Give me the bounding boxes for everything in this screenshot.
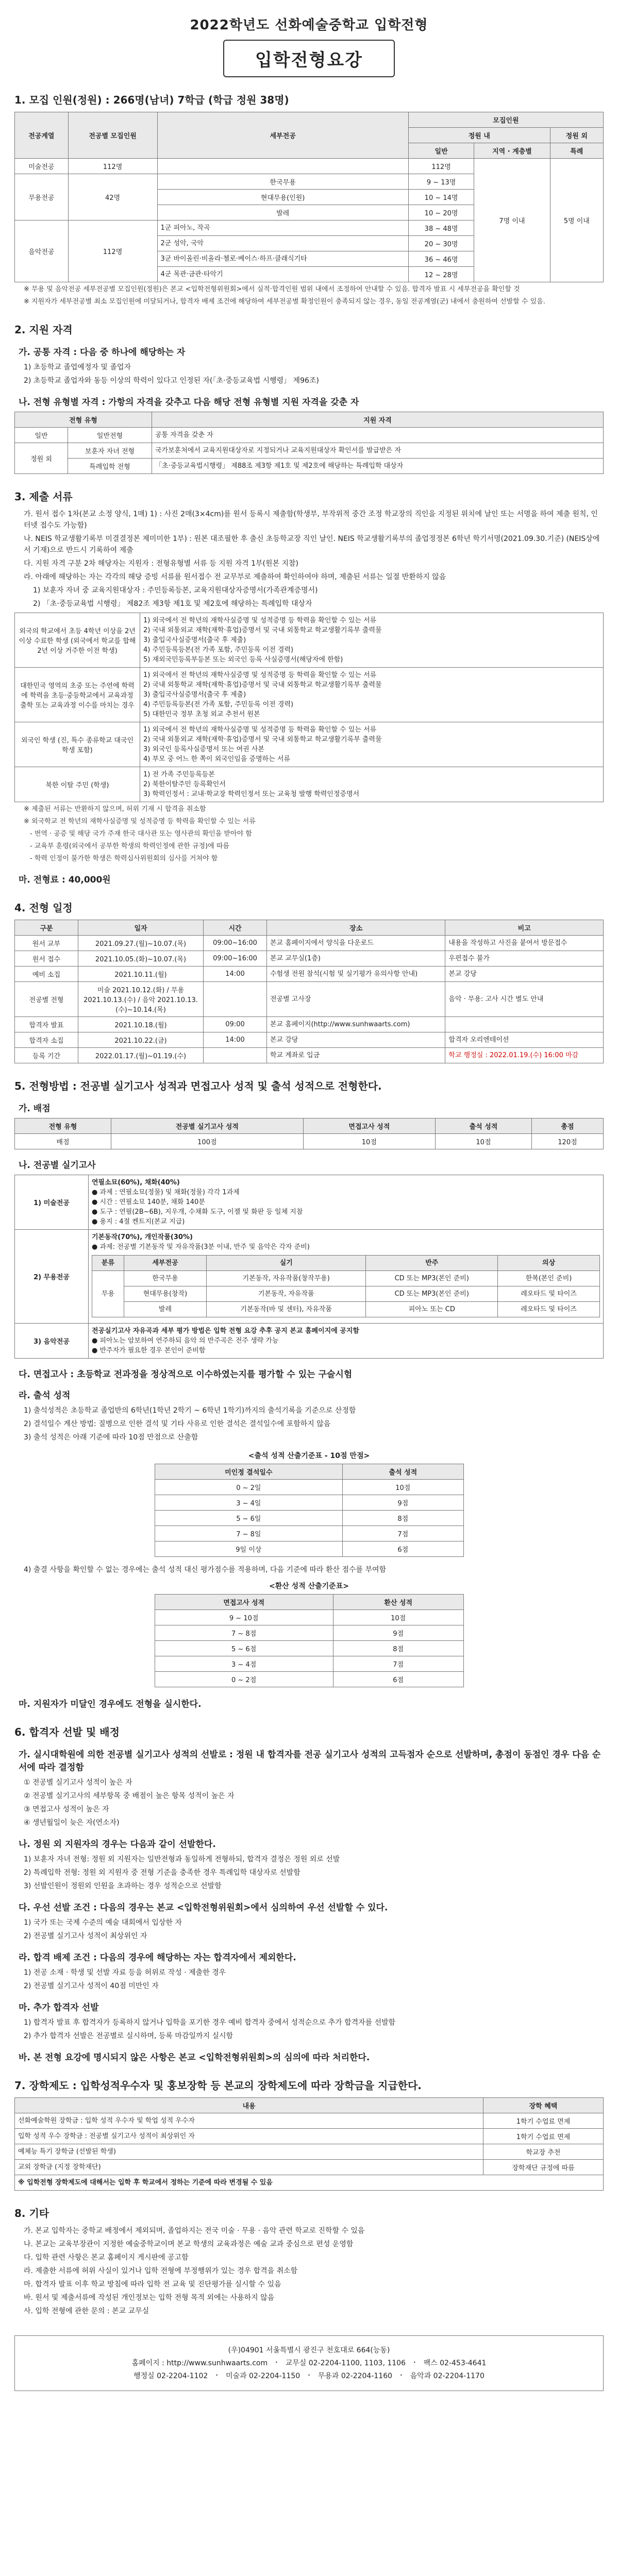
attendance-table: 미인정 결석일수 출석 성적 0 ~ 2일 10점 3 ~ 4일 9점 5 ~ 6일 8점 7 ~ 8일 7점 9일 이상 6점 bbox=[155, 1464, 464, 1557]
phone: 교무실 02-2204-1100, 1103, 1106 bbox=[285, 2359, 406, 2367]
table-row: 미술전공 112명 112명 7명 이내 5명 이내 bbox=[15, 159, 604, 174]
table-row: 발레 기본동작(바 및 센터), 자유작품 피아노 또는 CD 레오타드 및 타이즈 bbox=[92, 1302, 600, 1317]
table-row: 특례입학 전형 「초·중등교육법시행령」 제88조 제3항 제1호 및 제2호에 해당하는 특례입학 대상자 bbox=[15, 459, 604, 474]
table-row: 음악전공 112명 1군 피아노, 작곡 38 ~ 48명 bbox=[15, 221, 604, 236]
col-header: 지원 자격 bbox=[152, 412, 604, 428]
section-title: 6. 합격자 선발 및 배정 bbox=[14, 1726, 120, 1738]
table-row: 일반 일반전형 공통 자격을 갖춘 자 bbox=[15, 428, 604, 443]
school-title: 2022학년도 선화예술중학교 입학전형 bbox=[190, 18, 428, 33]
contact-footer bbox=[14, 2335, 604, 2391]
col-header: 지역 · 계층별 bbox=[474, 143, 550, 159]
quota-note: ※ 무용 및 음악전공 세부전공별 모집인원(정원)은 본교 <입학전형위원회>에서 실적·합격인원 범위 내에서 조정하여 안내할 수 있음. 합격자 발표 시 세부전공을 확인할 것 bbox=[24, 285, 520, 293]
table-row: 정원 외 보훈자 자녀 전형 국가보훈처에서 교육지원대상자로 지정되거나 교육지원대상자 확인서를 발급받은 자 bbox=[15, 443, 604, 459]
table-row: 원서 교부 2021.09.27.(월)~10.07.(목) 09:00~16:00 본교 홈페이지에서 양식을 다운로드 내용을 작성하고 사진을 붙여서 방문접수 bbox=[15, 936, 604, 951]
col-header: 세부전공 bbox=[157, 112, 408, 159]
table-row: 4군 목관·금관·타악기 12 ~ 28명 bbox=[15, 267, 604, 282]
table-row: 북한 이탈 주민 (학생) 1) 전 가족 주민등록등본 2) 북한이탈주민 등록확인서 3) 학력인정서 : 교내·학교장 학력인정서 또는 교육청 발행 학력인정증명서 bbox=[15, 767, 604, 802]
table-row: 3) 음악전공 전공실기고사 자유곡과 세부 평가 방법은 입학 전형 요강 추후 공지 본교 홈페이지에 공지함 ● 피아노는 암보하여 연주하되 음악 의 반주곡은 전주 생략 가능 ● 반주자가 필요한 경우 본인이 준비함 bbox=[15, 1324, 604, 1359]
page-title: 입학전형요강 bbox=[223, 40, 395, 77]
table-row: 9 ~ 10점 10점 bbox=[155, 1610, 463, 1625]
schedule-table: 구분 일자 시간 장소 비고 원서 교부 2021.09.27.(월)~10.07.(목) 09:00~16:00 본교 홈페이지에서 양식을 다운로드 내용을 작성하고 사진을 붙여서 방문접수 원서 접수 2021.10.05.(화)~10.07.(목) 09:00~16:00 본교 교무실(1층) 우편접수 불가 예비 소집 2021.10.11.(월) 14:00 수험생 전원 참석(시험 및 실기평가 유의사항 안내) 본교 강당 전공별 전형 미술 2021.10.12.(화) / 무용 2021.10.13.(수) / 음악 2021.10.13.(수)~10.14.(목) 전공별 고사장 음악 · 무용: 고사 시간 별도 안내 합격자 발표 2021.10.18.(월) 09:00 본교 홈페이지(http://www.sunhwaarts.com) 합격자 소집 2021.10.22.(금) 14:00 본교 강당 합격자 오리엔테이션 등록 기간 2022.01.17.(월)~01.19.(수) 학교 계좌로 입금 학교 행정실 : 2022.01.19.(수) 16:00 마감 bbox=[14, 920, 604, 1063]
table-row: 예체능 특기 장학금 (선발된 학생) 학교장 추천 bbox=[15, 2144, 604, 2160]
separator: · bbox=[215, 2370, 219, 2381]
section-title: 8. 기타 bbox=[14, 2207, 49, 2219]
list-item: 2) 초등학교 졸업자와 동등 이상의 학력이 있다고 인정된 자(「초·중등교육법 시행령」 제96조) bbox=[24, 377, 319, 385]
section-eligibility bbox=[14, 321, 604, 474]
fee-line: 마. 전형료 : 40,000원 bbox=[19, 875, 111, 885]
table-row: 7 ~ 8일 7점 bbox=[155, 1526, 463, 1541]
header bbox=[0, 0, 618, 77]
separator: · bbox=[307, 2370, 311, 2381]
table-row: 배점 100점 10점 10점 120점 bbox=[15, 1134, 604, 1149]
table-row: 3 ~ 4점 7점 bbox=[155, 1656, 463, 1672]
col-header: 정원 외 bbox=[550, 128, 603, 143]
section-scholarship bbox=[14, 2077, 604, 2191]
table-row: 현대무용(창작) 기본동작, 자유작품 CD 또는 MP3(본인 준비) 레오타드 및 타이즈 bbox=[92, 1286, 600, 1302]
col-header: 모집인원 bbox=[408, 112, 603, 128]
eligibility-table bbox=[14, 412, 604, 474]
table-row: 0 ~ 2점 6점 bbox=[155, 1672, 463, 1687]
table-row: 1) 미술전공 연필소묘(60%), 채화(40%) ● 과제 : 연필소묘(정물) 및 채화(정물) 각각 1과제 ● 시간 : 연필소묘 140분, 채화 140분 ● 도구 : 연필(2B~6B), 지우개, 수채화 도구, 이젤 및 화판 등 일체 지참 ● 용지 : 4절 켄트지(본교 지급) bbox=[15, 1175, 604, 1230]
col-header: 전공별 모집인원 bbox=[68, 112, 157, 159]
table-row: 선화예술학원 장학금 : 입학 성적 우수자 및 학업 성적 우수자 1학기 수업료 면제 bbox=[15, 2113, 604, 2129]
list-item: 1) 초등학교 졸업예정자 및 졸업자 bbox=[24, 363, 131, 371]
table-row: 대한민국 영역의 초중 또는 주연에 학력에 학력을 초등·중등학교에서 교육과정 출학 또는 교육과정 이수를 마치는 경우 1) 외국에서 전 학년의 재학사실증명 및 성적증명 등 학력을 확인할 수 있는 서류 2) 국내 외통학교 재학(재학·휴업)증명서 및 국내 외통학교 학교생활기록부 출력물 3) 출입국사실증명서(출국 후 제출) 4) 주민등록등본(전 가족 포함, 주민등록 이전 경력) 5) 대한민국 정부 초청 외교 추천서 원본 bbox=[15, 668, 604, 722]
table-row: 3군 바이올린·비올라·첼로·베이스·하프·클래식기타 36 ~ 46명 bbox=[15, 251, 604, 267]
quota-table bbox=[14, 112, 604, 282]
separator: · bbox=[275, 2357, 278, 2368]
col-header: 일반 bbox=[408, 143, 474, 159]
score-table: 전형 유형 전공별 실기고사 성적 면접고사 성적 출석 성적 총점 배점 100점 10점 10점 120점 bbox=[14, 1118, 604, 1149]
table-row: 2군 성악, 국악 20 ~ 30명 bbox=[15, 236, 604, 251]
table-row: 합격자 소집 2021.10.22.(금) 14:00 본교 강당 합격자 오리엔테이션 bbox=[15, 1032, 604, 1048]
table-row: 교외 장학금 (지정 장학재단) 장학재단 규정에 따름 bbox=[15, 2160, 604, 2175]
table-row: 예비 소집 2021.10.11.(월) 14:00 수험생 전원 참석(시험 및 실기평가 유의사항 안내) 본교 강당 bbox=[15, 967, 604, 982]
section-title: 1. 모집 인원(정원) : 266명(남녀) 7학급 (학급 정원 38명) bbox=[14, 94, 289, 106]
section-schedule bbox=[14, 900, 604, 1063]
section-quota bbox=[14, 92, 604, 307]
fax: 팩스 02-453-4641 bbox=[423, 2359, 487, 2367]
section-title: 3. 제출 서류 bbox=[14, 490, 73, 503]
separator: · bbox=[399, 2370, 403, 2381]
section-method: 5. 전형방법 : 전공별 실기고사 성적과 면접고사 성적 및 출석 성적으로 전형한다. 가. 배점 전형 유형 전공별 실기고사 성적 면접고사 성적 출석 성적 총점 배점 100점 10점 10점 120점 나. 전공별 실기고사 1) 미술전공 연필소묘(60%), 채화(40%) ● 과제 : 연필소묘(정물) 및 채화(정물) 각각 1과제 ● 시간 : 연필소묘 140분, 채화 140분 ● 도구 : 연필(2B~6B), 지우개, 수채화 도구, 이젤 및 화판 등 일체 지참 ● 용지 : 4절 켄트지(본교 지급) 2) 무용전공 기본동작(70%), 개인작품(30%) ● 과제: 전공별 기본동작 및 자유작품(3분 이내, 반주 및 음악은 각자 준비) 분류 세부전공 실기 반주 의상 무용 한국무용 기본동작, 자유작품(창작무용) CD 또는 MP3(본인 준비) 한복(본인 준비) 현대무용(창작) 기본동작, 자유작품 CD 또는 MP3(본인 준비) 레오타드 및 타이즈 발레 기본동작(바 및 센터), 자유작품 피아노 또는 CD 레오타드 및 타이즈 3) 음악전공 전공실기고사 자유곡과 세부 평가 방법은 입학 전형 요강 추후 공지 본교 홈페이지에 공지함 ● 피아노는 암보하여 연주하되 음악 의 반주곡은 전주 생략 가능 ● 반주자가 필요한 경우 본인이 준비함 다. 면접고사 : 초등학교 전과정을 정상적으로 이수하였는지를 평가할 수 있는 구술시험 라. 출석 성적 1) 출석성적은 초등학교 졸업반의 6학년(1학년 2학기 ~ 6학년 1학기)까지의 출석기록을 기준으로 산정함 2) 결석일수 계산 방법: 질병으로 인한 결석 및 기타 사유로 인한 결석은 결석일수에 포함하지 않음 3) 출석 성적은 아래 기준에 따라 10점 만점으로 산출함 <출석 성적 산출기준표 - 10점 만점> 미인정 결석일수 출석 성적 0 ~ 2일 10점 3 ~ 4일 9점 5 ~ 6일 8점 7 ~ 8일 7점 9일 이상 6점 4) 출결 사항을 확인할 수 없는 경우에는 출석 성적 대신 평가점수를 적용하며, 다음 기준에 따라 환산 점수를 부여함 <환산 성적 산출기준표> 면접고사 성적 환산 성적 9 ~ 10점 10점 7 ~ 8점 9점 5 ~ 6점 8점 3 ~ 4점 7점 0 ~ 2점 6점 마. 지원자가 미달인 경우에도 전형을 실시한다. bbox=[14, 1078, 604, 1709]
table-row: 원서 접수 2021.10.05.(화)~10.07.(목) 09:00~16:00 본교 교무실(1층) 우편접수 불가 bbox=[15, 951, 604, 967]
address: (우)04901 서울특별시 광진구 천호대로 664(능동) bbox=[228, 2346, 390, 2354]
table-row: 9일 이상 6점 bbox=[155, 1541, 463, 1557]
table-row: 5 ~ 6일 8점 bbox=[155, 1511, 463, 1526]
table-row: 현대무용(인원) 10 ~ 14명 bbox=[15, 190, 604, 205]
dance-sub-table: 분류 세부전공 실기 반주 의상 무용 한국무용 기본동작, 자유작품(창작무용) CD 또는 MP3(본인 준비) 한복(본인 준비) 현대무용(창작) 기본동작, 자유작품 CD 또는 MP3(본인 준비) 레오타드 및 타이즈 발레 기본동작(바 및 센터), 자유작품 피아노 또는 CD 레오타드 및 타이즈 bbox=[92, 1255, 600, 1317]
table-row: 0 ~ 2일 10점 bbox=[155, 1480, 463, 1495]
col-header: 특례 bbox=[550, 143, 603, 159]
section-title: 5. 전형방법 : 전공별 실기고사 성적과 면접고사 성적 및 출석 성적으로 전형한다. bbox=[14, 1080, 382, 1092]
table-row: 2) 무용전공 기본동작(70%), 개인작품(30%) ● 과제: 전공별 기본동작 및 자유작품(3분 이내, 반주 및 음악은 각자 준비) 분류 세부전공 실기 반주 의상 무용 한국무용 기본동작, 자유작품(창작무용) CD 또는 MP3(본인 준비) 한복(본인 준비) 현대무용(창작) 기본동작, 자유작품 CD 또는 MP3(본인 준비) 레오타드 및 타이즈 발레 기본동작(바 및 센터), 자유작품 피아노 또는 CD 레오타드 및 타이즈 bbox=[15, 1230, 604, 1324]
subsection-title: 가. 공통 자격 : 다음 중 하나에 해당하는 자 bbox=[19, 347, 186, 358]
scholarship-table: 내용 장학 혜택 선화예술학원 장학금 : 입학 성적 우수자 및 학업 성적 우수자 1학기 수업료 면제 입학 성적 우수 장학금 : 전공별 실기고사 성적이 최상위인 자 1학기 수업료 면제 예체능 특기 장학금 (선발된 학생) 학교장 추천 교외 장학금 (지정 장학재단) 장학재단 규정에 따름 ※ 입학전형 장학제도에 대해서는 입학 후 학교에서 정하는 기준에 따라 변경될 수 있음 bbox=[14, 2097, 604, 2191]
table-row: 합격자 발표 2021.10.18.(월) 09:00 본교 홈페이지(http://www.sunhwaarts.com) bbox=[15, 1017, 604, 1032]
section-etc: 8. 기타 가. 본교 입학자는 중학교 배정에서 제외되며, 졸업하지는 전국 미술 · 무용 · 음악 관련 학교로 진학할 수 있음 나. 본교는 교육부장관이 지정한 예술중학교이며 본교 학생의 교육과정은 예술 교과 중심으로 편성 운영함 다. 입학 관련 사항은 본교 홈페이지 게시판에 공고함 라. 제출한 서류에 허위 사실이 있거나 입학 전형에 부정행위가 있는 경우 합격을 취소함 마. 합격자 발표 이후 학교 방침에 따라 입학 전 교육 및 진단평가를 실시할 수 있음 바. 원서 및 제출서류에 작성된 개인정보는 입학 전형 목적 외에는 사용하지 않음 사. 입학 전형에 관한 문의 : 본교 교무실 bbox=[14, 2205, 604, 2317]
col-header: 전공계열 bbox=[15, 112, 69, 159]
table-row: 입학 성적 우수 장학금 : 전공별 실기고사 성적이 최상위인 자 1학기 수업료 면제 bbox=[15, 2129, 604, 2144]
dept-phone: 음악과 02-2204-1170 bbox=[410, 2372, 485, 2380]
table-row: 발레 10 ~ 20명 bbox=[15, 205, 604, 221]
homepage-link[interactable]: 홈페이지 : http://www.sunhwaarts.com bbox=[131, 2359, 268, 2367]
table-row: 3 ~ 4일 9점 bbox=[155, 1495, 463, 1511]
table-row: 5 ~ 6점 8점 bbox=[155, 1641, 463, 1656]
dept-phone: 미술과 02-2204-1150 bbox=[225, 2372, 300, 2380]
dept-phone: 무용과 02-2204-1160 bbox=[318, 2372, 393, 2380]
table-row: ※ 입학전형 장학제도에 대해서는 입학 후 학교에서 정하는 기준에 따라 변경될 수 있음 bbox=[15, 2175, 604, 2191]
practical-exam-table bbox=[14, 1175, 604, 1359]
col-header: 정원 내 bbox=[408, 128, 550, 143]
section-documents: 3. 제출 서류 가. 원서 접수 1차(본교 소정 양식, 1매) 1) : 사진 2매(3×4cm)를 원서 등록시 제출함(학생부, 부작위적 중간 조정 학교장의 직인을 지정된 위치에 날인 또는 서명을 하여 제출 원칙, 인터넷 접수도 가능함) 나. NEIS 학교생활기록부 미결결정본 제미미한 1부) : 원본 대조필한 후 출신 초등학교장 직인 날인. NEIS 학교생활기록부의 졸업정정본 6학년 학기서명(2021.09.30.기준) (NEIS상에서 기재)으로 반드시 기록하여 제출 다. 지원 자격 구분 2차 해당자는 지원자 : 전형유형별 서류 등 지원 자격 1부(원본 지참) 라. 아래에 해당하는 자는 각각의 해당 증빙 서류를 원서접수 전 교무부로 제출하여 확인하여야 하며, 제출된 서류는 일절 반환하지 않음 1) 보훈자 자녀 중 교육지원대상자 : 주민등록등본, 교육지원대상자증명서(가족관계증명서) 2) 「초·중등교육법 시행령」 제82조 제3항 제1호 및 제2호에 해당하는 특례입학 대상자 외국의 학교에서 초등 4학년 이상을 2년 이상 수료한 학생 (외국에서 학교를 합해 2년 이상 거주한 이전 학생) 1) 외국에서 전 학년의 재학사실증명 및 성적증명 등 학력을 확인할 수 있는 서류 2) 국내 외통외교 재학(재학·휴업)증명서 및 국내 외통학교 학교생활기록부 출력물 3) 출입국사실증명서(출국 후 제출) 4) 주민등록등본(전 가족 포함, 주민등록 이전 경력) 5) 재외국민등록부등본 또는 외국인 등록 사실증명서(해당자에 한함) 대한민국 영역의 초중 또는 주연에 학력에 학력을 초등·중등학교에서 교육과정 출학 또는 교육과정 이수를 마치는 경우 1) 외국에서 전 학년의 재학사실증명 및 성적증명 등 학력을 확인할 수 있는 서류 2) 국내 외통학교 재학(재학·휴업)증명서 및 국내 외통학교 학교생활기록부 출력물 3) 출입국사실증명서(출국 후 제출) 4) 주민등록등본(전 가족 포함, 주민등록 이전 경력) 5) 대한민국 정부 초청 외교 추천서 원본 외국인 학생 (진, 특수 종류학교 대국인 학생 포함) 1) 외국에서 전 학년의 재학사실증명 및 성적증명 등 학력을 확인할 수 있는 서류 2) 국내 외통외교 재학(재학·휴업)증명서 및 국내 외통학교 학교생활기록부 출력물 3) 외국인 등록사실증명서 또는 여권 사본 4) 부모 중 어느 한 쪽이 외국인임을 증명하는 서류 북한 이탈 주민 (학생) 1) 전 가족 주민등록등본 2) 북한이탈주민 등록확인서 3) 학력인정서 : 교내·학교장 학력인정서 또는 교육청 발행 학력인정증명서 ※ 제출된 서류는 반환하지 않으며, 허위 기재 시 합격을 취소함 ※ 외국학교 전 학년의 재학사실증명 및 성적증명 등 학력을 확인할 수 있는 서류 - 번역 · 공증 및 해당 국가 주재 한국 대사관 또는 영사관의 확인을 받아야 함 - 교육부 훈령(외국에서 공부한 학생의 학력인정에 관한 규정)에 따름 - 학력 인정이 불가한 학생은 학력심사위원회의 심사를 거쳐야 함 마. 전형료 : 40,000원 bbox=[14, 488, 604, 885]
table-row: 외국인 학생 (진, 특수 종류학교 대국인 학생 포함) 1) 외국에서 전 학년의 재학사실증명 및 성적증명 등 학력을 확인할 수 있는 서류 2) 국내 외통외교 재학(재학·휴업)증명서 및 국내 외통학교 학교생활기록부 출력물 3) 외국인 등록사실증명서 또는 여권 사본 4) 부모 중 어느 한 쪽이 외국인임을 증명하는 서류 bbox=[15, 722, 604, 767]
table-row: 외국의 학교에서 초등 4학년 이상을 2년 이상 수료한 학생 (외국에서 학교를 합해 2년 이상 거주한 이전 학생) 1) 외국에서 전 학년의 재학사실증명 및 성적증명 등 학력을 확인할 수 있는 서류 2) 국내 외통외교 재학(재학·휴업)증명서 및 국내 외통학교 학교생활기록부 출력물 3) 출입국사실증명서(출국 후 제출) 4) 주민등록등본(전 가족 포함, 주민등록 이전 경력) 5) 재외국민등록부등본 또는 외국인 등록 사실증명서(해당자에 한함) bbox=[15, 613, 604, 668]
office-phone: 행정실 02-2204-1102 bbox=[133, 2372, 208, 2380]
table-row: 무용전공 42명 한국무용 9 ~ 13명 bbox=[15, 174, 604, 190]
section-title: 7. 장학제도 : 입학성적우수자 및 홍보장학 등 본교의 장학제도에 따라 장학금을 지급한다. bbox=[14, 2079, 422, 2092]
conversion-table: 면접고사 성적 환산 성적 9 ~ 10점 10점 7 ~ 8점 9점 5 ~ 6점 8점 3 ~ 4점 7점 0 ~ 2점 6점 bbox=[155, 1594, 464, 1687]
col-header: 전형 유형 bbox=[15, 412, 152, 428]
table-row: 등록 기간 2022.01.17.(월)~01.19.(수) 학교 계좌로 입금 학교 행정실 : 2022.01.19.(수) 16:00 마감 bbox=[15, 1048, 604, 1063]
section-selection: 6. 합격자 선발 및 배정 가. 실시대학원에 의한 전공별 실기고사 성적의 선발로 : 정원 내 합격자를 전공 실기고사 성적의 고득점자 순으로 선발하며, 총점이 동점인 경우 다음 순서에 따라 결정함 ① 전공별 실기고사 성적이 높은 자 ② 전공별 실기고사의 세부항목 중 배점이 높은 항목 성적이 높은 자 ③ 면접고사 성적이 높은 자 ④ 생년월일이 늦은 자(연소자) 나. 정원 외 지원자의 경우는 다음과 같이 선발한다. 1) 보훈자 자녀 전형: 정원 외 지원자는 일반전형과 동일하게 전형하되, 합격자 결정은 정원 외로 선발 2) 특례입학 전형: 정원 외 지원자 중 전형 기준을 충족한 경우 특례입학 대상자로 선발함 3) 선발인원이 정원외 인원을 초과하는 경우 성적순으로 선발함 다. 우선 선발 조건 : 다음의 경우는 본교 <입학전형위원회>에서 심의하여 우선 선발할 수 있다. 1) 국가 또는 국제 수준의 예술 대회에서 입상한 자 2) 전공별 실기고사 성적이 최상위인 자 라. 합격 배제 조건 : 다음의 경우에 해당하는 자는 합격자에서 제외한다. 1) 전공 소재 · 학생 및 선발 자료 등을 허위로 작성 · 제출한 경우 2) 전공별 실기고사 성적이 40점 미만인 자 마. 추가 합격자 선발 1) 합격자 발표 후 합격자가 등록하지 않거나 입학을 포기한 경우 예비 합격자 중에서 성적순으로 추가 합격자를 선발함 2) 추가 합격자 선발은 전공별로 실시하며, 등록 마감일까지 실시함 바. 본 전형 요강에 명시되지 않은 사항은 본교 <입학전형위원회>의 심의에 따라 처리한다. bbox=[14, 1724, 604, 2063]
separator: · bbox=[413, 2357, 416, 2368]
section-title: 4. 전형 일정 bbox=[14, 902, 73, 914]
table-row: 무용 한국무용 기본동작, 자유작품(창작무용) CD 또는 MP3(본인 준비) 한복(본인 준비) bbox=[92, 1271, 600, 1286]
special-docs-table bbox=[14, 613, 604, 802]
table-row: 7 ~ 8점 9점 bbox=[155, 1625, 463, 1641]
subsection-title: 나. 전형 유형별 자격 : 가항의 자격을 갖추고 다음 해당 전형 유형별 지원 자격을 갖춘 자 bbox=[19, 397, 359, 408]
section-title: 2. 지원 자격 bbox=[14, 324, 73, 336]
table-row: 전공별 전형 미술 2021.10.12.(화) / 무용 2021.10.13.(수) / 음악 2021.10.13.(수)~10.14.(목) 전공별 고사장 음악 · 무용: 고사 시간 별도 안내 bbox=[15, 982, 604, 1017]
quota-note: ※ 지원자가 세부전공별 최소 모집인원에 미달되거나, 합격자 배제 조건에 해당하여 세부전공별 확정인원이 충족되지 않는 경우, 동일 전공계열(군) 내에서 충원하여 선발할 수 있음. bbox=[24, 298, 545, 306]
